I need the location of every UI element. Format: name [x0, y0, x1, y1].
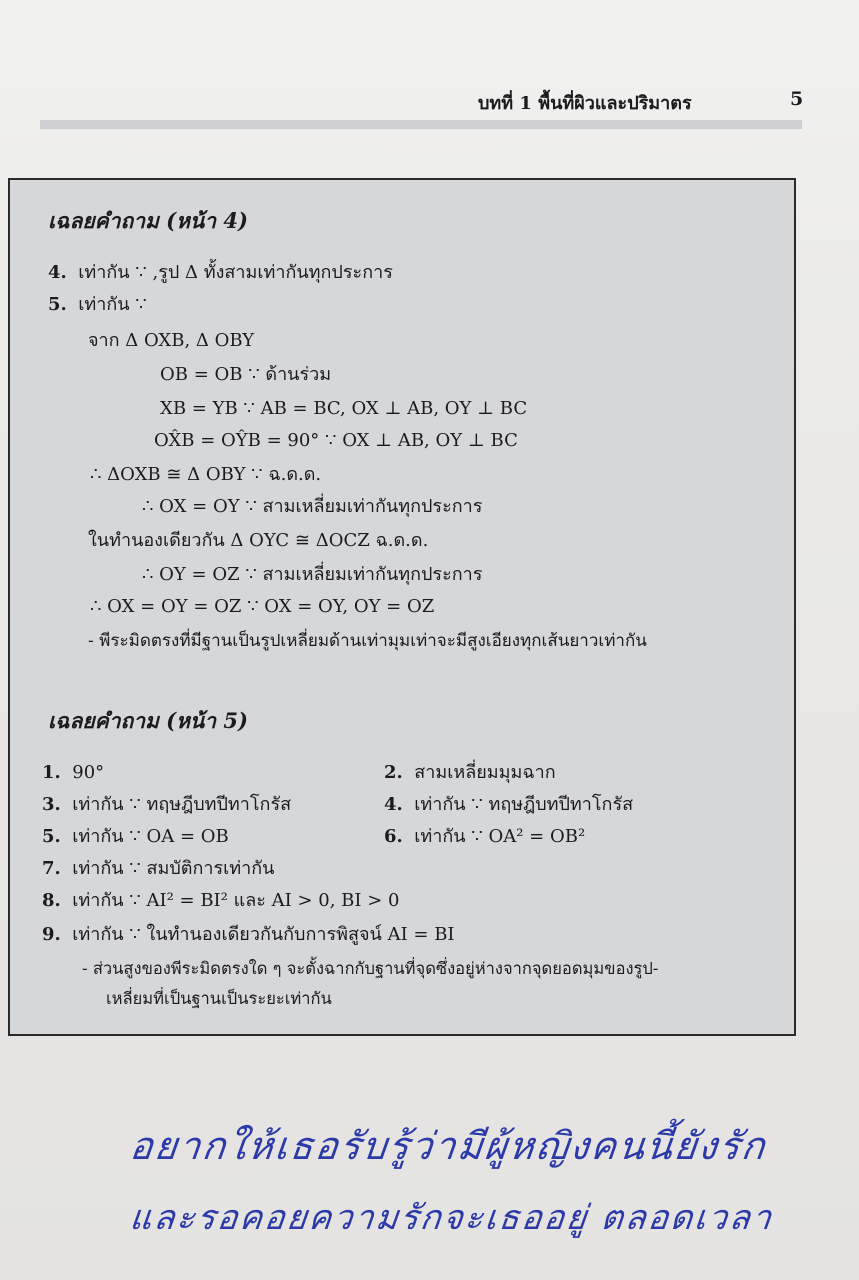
section-heading-page4: เฉลยคำถาม (หน้า 4): [48, 208, 248, 233]
answer-line: XB = YB ∵ AB = BC, OX ⊥ AB, OY ⊥ BC: [160, 398, 528, 419]
answer-line: จาก Δ OXB, Δ OBY: [88, 330, 255, 351]
handwritten-note-line-2: และรอคอยความรักจะเธออยู่ ตลอดเวลา: [127, 1198, 776, 1238]
answer-line: ∴ OX = OY ∵ สามเหลี่ยมเท่ากันทุกประการ: [142, 496, 483, 517]
page-header: [0, 88, 859, 118]
answer-note: - ส่วนสูงของพีระมิดตรงใด ๆ จะตั้งฉากกับฐานที่จุดซึ่งอยู่ห่างจากจุดยอดมุมของรูป-: [82, 959, 659, 978]
answer-line: ∴ OX = OY = OZ ∵ OX = OY, OY = OZ: [90, 596, 435, 617]
answer-line: ในทำนองเดียวกัน Δ OYC ≅ ΔOCZ ฉ.ด.ด.: [88, 530, 429, 551]
page-number: 5: [790, 88, 804, 110]
answer-line: ∴ ΔOXB ≅ Δ OBY ∵ ฉ.ด.ด.: [90, 464, 322, 485]
answer-note: เหลี่ยมที่เป็นฐานเป็นระยะเท่ากัน: [106, 989, 332, 1008]
answer-line: 5. เท่ากัน ∵: [48, 294, 147, 315]
answer-line: 6. เท่ากัน ∵ OA² = OB²: [384, 826, 586, 847]
answer-line: 7. เท่ากัน ∵ สมบัติการเท่ากัน: [42, 858, 275, 879]
answer-line: 1. 90°: [42, 762, 105, 783]
answer-line: 4. เท่ากัน ∵ ทฤษฎีบทปีทาโกรัส: [384, 794, 634, 815]
answer-line: 8. เท่ากัน ∵ AI² = BI² และ AI > 0, BI > 0: [42, 890, 400, 911]
answer-line: OX̂B = OŶB = 90° ∵ OX ⊥ AB, OY ⊥ BC: [154, 430, 518, 451]
handwritten-note-line-1: อยากให้เธอรับรู้ว่ามีผู้หญิงคนนี้ยังรัก: [127, 1124, 769, 1168]
answer-line: 2. สามเหลี่ยมมุมฉาก: [384, 762, 556, 783]
answer-box: [8, 178, 796, 1036]
answer-line: 4. เท่ากัน ∵ ,รูป Δ ทั้งสามเท่ากันทุกประการ: [48, 262, 393, 283]
answer-line: ∴ OY = OZ ∵ สามเหลี่ยมเท่ากันทุกประการ: [142, 564, 483, 585]
answer-line: 5. เท่ากัน ∵ OA = OB: [42, 826, 229, 847]
answer-line: 9. เท่ากัน ∵ ในทำนองเดียวกันกับการพิสูจน์ AI = BI: [42, 924, 455, 945]
answer-line: OB = OB ∵ ด้านร่วม: [160, 364, 332, 385]
section-heading-page5: เฉลยคำถาม (หน้า 5): [48, 708, 248, 733]
header-rule: [40, 120, 802, 129]
answer-note: - พีระมิดตรงที่มีฐานเป็นรูปเหลี่ยมด้านเท่ามุมเท่าจะมีสูงเอียงทุกเส้นยาวเท่ากัน: [88, 631, 647, 651]
answer-line: 3. เท่ากัน ∵ ทฤษฎีบทปีทาโกรัส: [42, 794, 292, 815]
chapter-title: บทที่ 1 พื้นที่ผิวและปริมาตร: [478, 93, 692, 114]
